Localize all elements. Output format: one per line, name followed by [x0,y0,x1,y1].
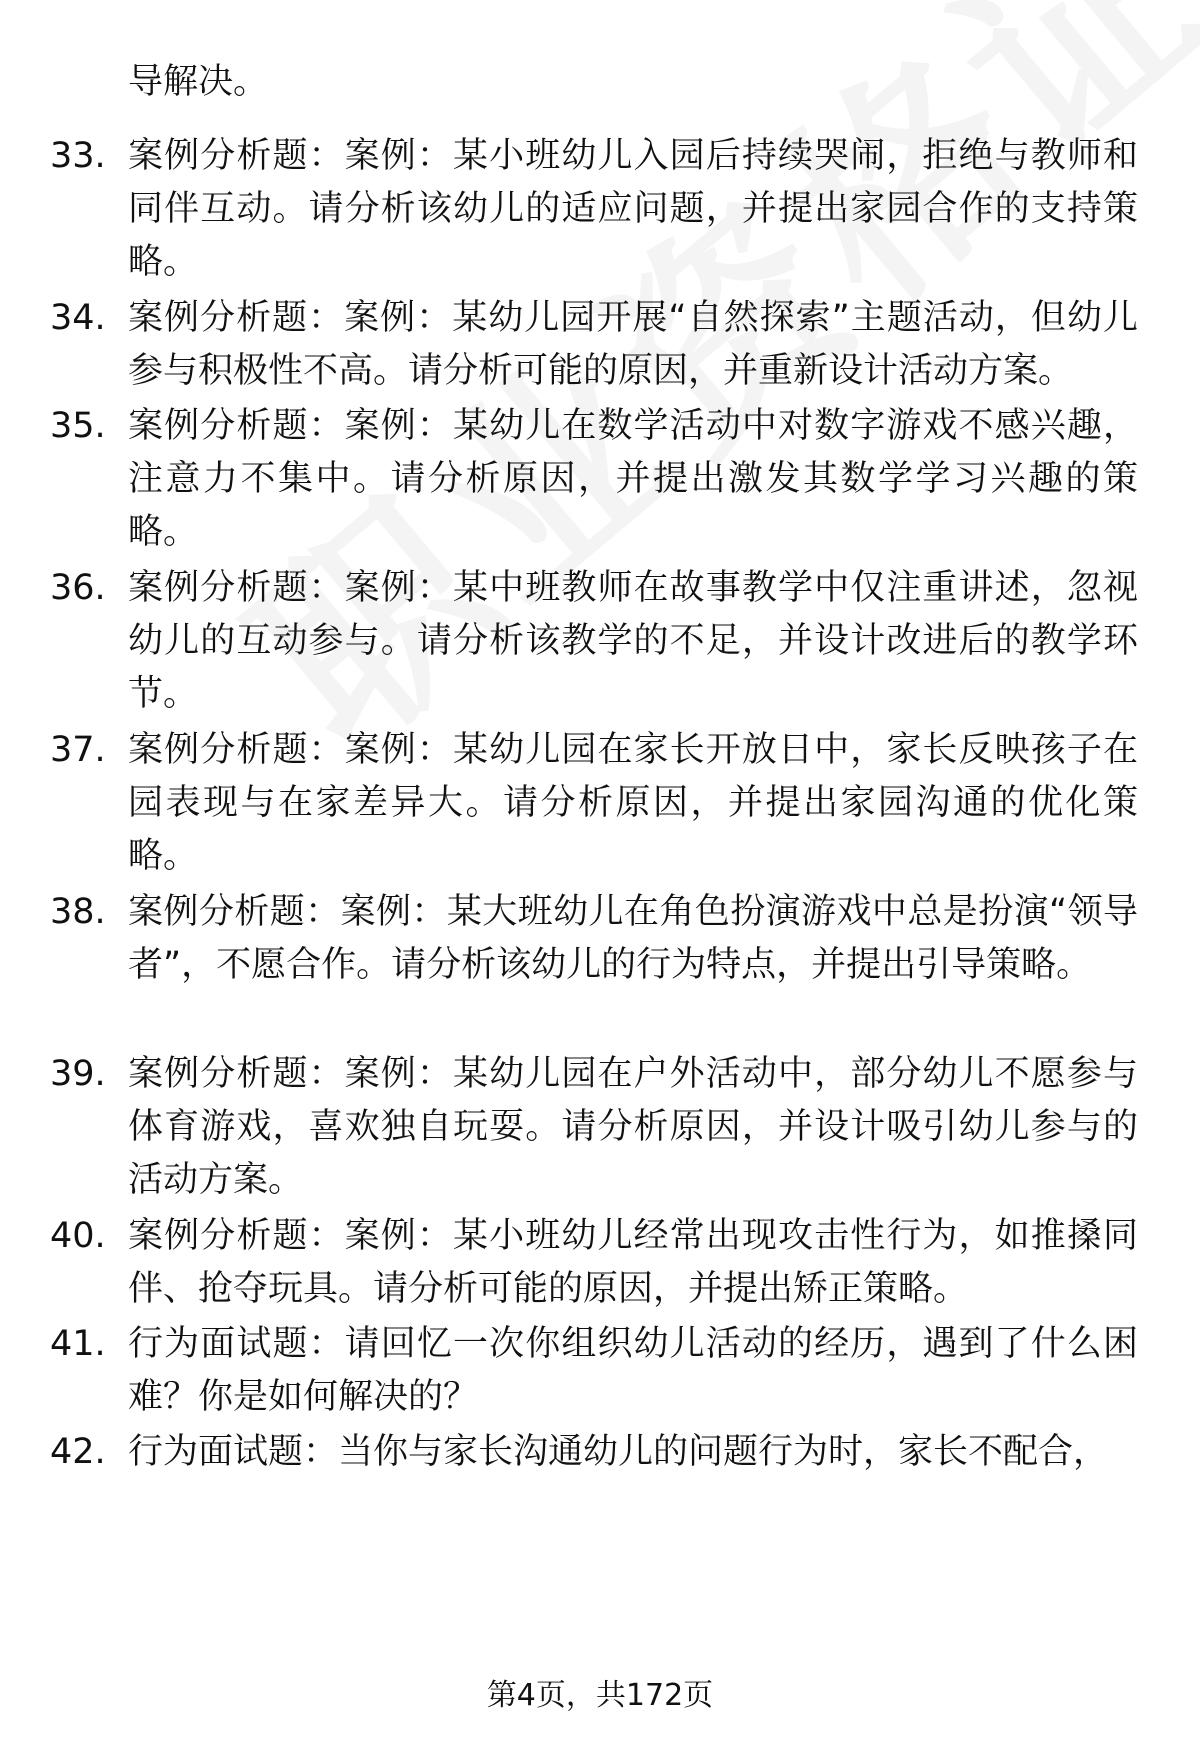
page-number-footer: 第4页，共172页 [486,1678,714,1713]
question-item [50,886,1140,992]
question-text: 案例分析题：案例：某大班幼儿在角色扮演游戏中总是扮演“领导者”，不愿合作。请分析该幼儿的行为特点，并提出引导策略。 [128,892,1138,985]
question-text: 案例分析题：案例：某中班教师在故事教学中仅注重讲述，忽视幼儿的互动参与。请分析该教学的不足，并设计改进后的教学环节。 [128,568,1138,714]
question-text: 行为面试题：当你与家长沟通幼儿的问题行为时，家长不配合， [128,1432,1109,1472]
question-text: 行为面试题：请回忆一次你组织幼儿活动的经历，遇到了什么困难？你是如何解决的？ [128,1324,1138,1417]
question-number: 37. [50,730,106,770]
question-item [50,400,1140,559]
question-number: 35. [50,406,106,446]
question-text: 案例分析题：案例：某幼儿园在户外活动中，部分幼儿不愿参与体育游戏，喜欢独自玩耍。请分析原因，并设计吸引幼儿参与的活动方案。 [128,1054,1138,1200]
question-item [50,562,1140,721]
question-text: 案例分析题：案例：某幼儿园开展“自然探索”主题活动，但幼儿参与积极性不高。请分析可能的原因，并重新设计活动方案。 [128,298,1138,391]
question-number: 33. [50,136,106,176]
question-item [50,130,1140,289]
question-item [50,724,1140,883]
question-number: 36. [50,568,106,608]
question-text: 案例分析题：案例：某小班幼儿经常出现攻击性行为，如推搡同伴、抢夺玩具。请分析可能的原因，并提出矫正策略。 [128,1216,1138,1309]
question-number: 42. [50,1432,106,1472]
question-item [50,1210,1140,1316]
question-text: 案例分析题：案例：某小班幼儿入园后持续哭闹，拒绝与教师和同伴互动。请分析该幼儿的适应问题，并提出家园合作的支持策略。 [128,136,1138,282]
question-item [50,1426,1140,1479]
question-text: 案例分析题：案例：某幼儿在数学活动中对数字游戏不感兴趣，注意力不集中。请分析原因，并提出激发其数学学习兴趣的策略。 [128,406,1138,552]
question-item [50,292,1140,398]
question-number: 39. [50,1054,106,1094]
question-number: 38. [50,892,106,932]
question-text: 案例分析题：案例：某幼儿园在家长开放日中，家长反映孩子在园表现与在家差异大。请分析原因，并提出家园沟通的优化策略。 [128,730,1138,876]
question-number: 41. [50,1324,106,1364]
question-item [50,1318,1140,1424]
question-item [50,1048,1140,1207]
continuation-text: 导解决。 [128,62,269,102]
question-number: 40. [50,1216,106,1256]
question-number: 34. [50,298,106,338]
